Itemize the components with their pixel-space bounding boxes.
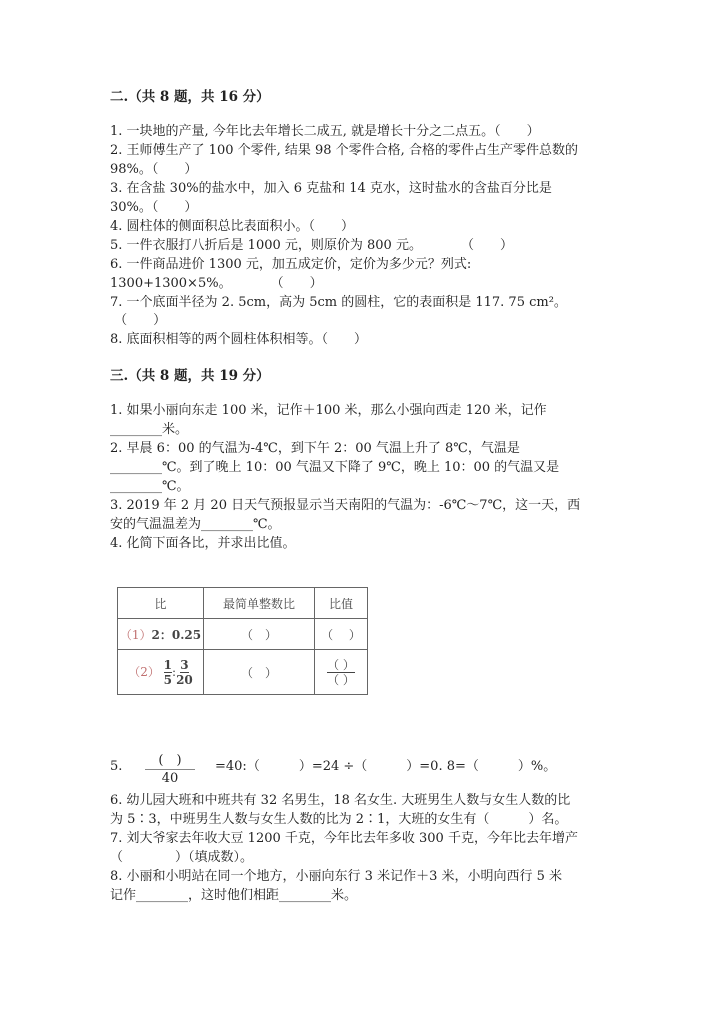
row1-ratio <box>118 619 204 650</box>
q5-fraction <box>145 752 195 787</box>
question-line: 6. 一件商品进价 1300 元，加五成定价，定价为多少元？列式: <box>110 257 472 272</box>
question-line: 3. 在含盐 30%的盐水中，加入 6 克盐和 14 克水，这时盐水的含盐百分比是 <box>110 181 552 196</box>
row1-simplest: （ ） <box>204 619 315 650</box>
row2-value <box>315 650 368 695</box>
question-line: 6. 幼儿园大班和中班共有 32 名男生，18 名女生. 大班男生人数与女生人数的比 <box>110 793 571 808</box>
row2-ratio: （2） $\frac{1}{5}$ : $\frac{3}{20}$ <box>118 650 204 695</box>
question-line: 2. 王师傅生产了 100 个零件, 结果 98 个零件合格, 合格的零件占生产零件总数的 <box>110 143 578 158</box>
numerator: ( ) <box>158 753 182 768</box>
q5-number: 5. <box>110 759 123 774</box>
section2-heading: 二.（共 8 题，共 16 分） <box>110 89 270 105</box>
denominator: （ ） <box>327 672 355 687</box>
question-line: 3. 2019 年 2 月 20 日天气预报显示当天南阳的气温为：-6℃～7℃，这一天，西 <box>110 498 581 513</box>
denominator: 20 <box>176 672 193 687</box>
ratio-table <box>117 587 368 695</box>
question-line: （ ） <box>110 313 167 328</box>
question-line: 4. 圆柱体的侧面积总比表面积小。（ ） <box>110 219 355 234</box>
question-line: 98%。（ ） <box>110 162 198 177</box>
ratio-value: 2：0.25 <box>151 627 202 642</box>
header-ratio: 比 <box>118 588 204 619</box>
question-line: 2. 早晨 6：00 的气温为-4℃，到下午 2：00 气温上升了 8℃，气温是 <box>110 441 520 456</box>
question-line: 为 5∶3，中班男生人数与女生人数的比为 2∶1，大班的女生有（ ）名。 <box>110 812 568 827</box>
question-line: 7. 一个底面半径为 2. 5cm，高为 5cm 的圆柱，它的表面积是 117. 75 cm²。 <box>110 295 567 310</box>
section3-heading: 三.（共 8 题，共 19 分） <box>110 368 270 384</box>
fraction <box>164 658 172 687</box>
numerator: 1 <box>163 657 173 672</box>
question-line: 4. 化简下面各比，并求出比值。 <box>110 536 296 551</box>
question-line: 8. 底面积相等的两个圆柱体积相等。（ ） <box>110 332 368 347</box>
question-line: 安的气温温差为________℃。 <box>110 517 281 532</box>
numerator: （ ） <box>327 657 355 672</box>
q5-rest: =40:（ ）=24 ÷（ ）=0. 8=（ ）%。 <box>215 759 557 774</box>
question-line: 7. 刘大爷家去年收大豆 1200 千克，今年比去年多收 300 千克，今年比去年增产 <box>110 831 578 846</box>
row-label: （2） <box>128 664 160 679</box>
row-label: （1） <box>119 627 152 642</box>
question-line: 1. 如果小丽向东走 100 米，记作＋100 米，那么小强向西走 120 米，记作 <box>110 403 547 418</box>
question-line: ________℃。到了晚上 10：00 气温又下降了 9℃，晚上 10：00 的气温又是 <box>110 460 560 475</box>
question-line: 30%。（ ） <box>110 200 198 215</box>
denominator: 5 <box>163 672 173 687</box>
row2-simplest: （ ） <box>204 650 315 695</box>
header-simplest: 最简单整数比 <box>204 588 315 619</box>
fraction <box>327 658 355 687</box>
question-line: 1300+1300×5%。 （ ） <box>110 276 323 291</box>
question-line: 1. 一块地的产量, 今年比去年增长二成五, 就是增长十分之二点五。（ ） <box>110 124 540 139</box>
numerator: 3 <box>180 657 189 672</box>
row1-value: （ ） <box>315 619 368 650</box>
denominator: 40 <box>145 769 195 787</box>
question-line: ________米。 <box>110 422 189 437</box>
question-line: 5. 一件衣服打八折后是 1000 元，则原价为 800 元。 （ ） <box>110 238 513 253</box>
question-line: ________℃。 <box>110 479 190 494</box>
question-line: （ ）（填成数）。 <box>110 850 254 865</box>
fraction <box>176 658 193 687</box>
header-value: 比值 <box>315 588 368 619</box>
question-line: 8. 小丽和小明站在同一个地方，小丽向东行 3 米记作＋3 米，小明向西行 5 米 <box>110 869 563 884</box>
question-line: 记作________，这时他们相距________米。 <box>110 888 358 903</box>
